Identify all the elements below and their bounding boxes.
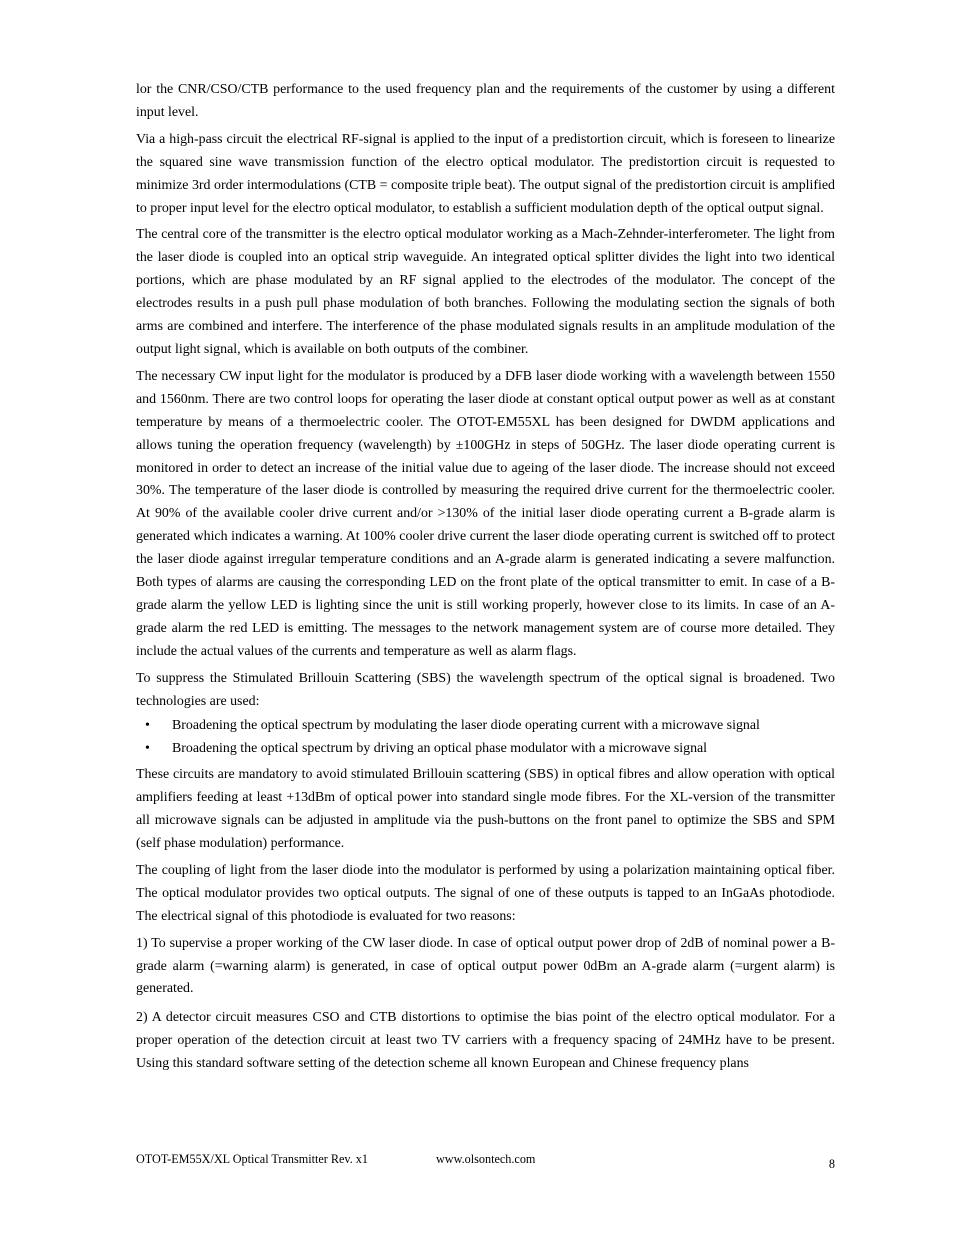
list-item	[136, 738, 835, 761]
paragraph-cnr-cso-ctb: lor the CNR/CSO/CTB performance to the used frequency plan and the requirements of the customer by using a different input level.	[136, 82, 835, 120]
bullet-icon: •	[145, 741, 150, 757]
bullet-icon: •	[145, 718, 150, 734]
paragraph-reason-1: 1) To supervise a proper working of the CW laser diode. In case of optical output power drop of 2dB of nominal power a B-grade alarm (=warning alarm) is generated, in case of optical output power 0dBm an A-grade alarm (=urgent alarm) is generated.	[136, 935, 835, 997]
list-item-text: Broadening the optical spectrum by driving an optical phase modulator with a microwave signal	[172, 741, 708, 757]
paragraph-sbs-intro: To suppress the Stimulated Brillouin Scattering (SBS) the wavelength spectrum of the optical signal is broadened. Two technologies are used:	[136, 670, 835, 709]
paragraph-predistortion: Via a high-pass circuit the electrical RF-signal is applied to the input of a predistortion circuit, which is foreseen to linearize the squared sine wave transmission function of the electro optical modulator. The predistortion circuit is requested to minimize 3rd order intermodulations (CTB = composite triple beat). The output signal of the predistortion circuit is amplified to proper input level for the electro optical modulator, to establish a sufficient modulation depth of the optical output signal.	[136, 131, 835, 216]
footer-website-link[interactable]: www.olsontech.com	[436, 1152, 536, 1166]
paragraph-reason-2: 2) A detector circuit measures CSO and CTB distortions to optimise the bias point of the electro optical modulator. For a proper operation of the detection circuit at least two TV carriers with a frequency spacing of 24MHz have to be present. Using this standard software setting of the detection scheme all known European and Chinese frequency plans	[136, 1010, 835, 1072]
list-item-text: Broadening the optical spectrum by modulating the laser diode operating current with a microwave signal	[172, 718, 760, 734]
paragraph-laser-diode: The necessary CW input light for the modulator is produced by a DFB laser diode working with a wavelength between 1550 and 1560nm. There are two control loops for operating the laser diode at constant optical output power as well as at constant temperature by means of a thermoelectric cooler. The OTOT-EM55XL has been designed for DWDM applications and allows tuning the operation frequency (wavelength) by ±100GHz in steps of 50GHz. The laser diode operating current is monitored in order to detect an increase of the initial value due to ageing of the laser diode. The increase should not exceed 30%. The temperature of the laser diode is controlled by measuring the required drive current for the thermoelectric cooler. At 90% of the available cooler drive current and/or >130% of the initial laser diode operating current a B-grade alarm is generated which indicates a warning. At 100% cooler drive current the laser diode operating current is switched off to protect the laser diode against irregular temperature conditions and an A-grade alarm is generated indicating a severe malfunction. Both types of alarms are causing the corresponding LED on the front plate of the optical transmitter to emit. In case of a B-grade alarm the yellow LED is lighting since the unit is still working properly, however close to its limits. In case of an A-grade alarm the red LED is emitting. The messages to the network management system are of course more detailed. They include the actual values of the currents and temperature as well as alarm flags.	[136, 368, 835, 659]
list-item	[136, 715, 835, 738]
paragraph-sbs-circuits: These circuits are mandatory to avoid stimulated Brillouin scattering (SBS) in optical fibres and allow operation with optical amplifiers feeding at least +13dBm of optical power into standard single mode fibres. For the XL-version of the transmitter all microwave signals can be adjusted in amplitude via the push-buttons on the front panel to optimize the SBS and SPM (self phase modulation) performance.	[136, 767, 835, 851]
paragraph-modulator-core: The central core of the transmitter is the electro optical modulator working as a Mach-Zehnder-interferometer. The light from the laser diode is coupled into an optical strip waveguide. An integrated optical splitter divides the light into two identical portions, which are phase modulated by an RF signal applied to the electrodes of the modulator. The concept of the electrodes results in a push pull phase modulation of both branches. Following the modulating section the signals of both arms are combined and interfere. The interference of the phase modulated signals results in an amplitude modulation of the output light signal, which is available on both outputs of the combiner.	[136, 227, 835, 357]
sbs-technologies-list	[136, 715, 835, 761]
page-body	[136, 79, 835, 1080]
page-number: 8	[828, 1157, 835, 1171]
footer-document-title: OTOT-EM55X/XL Optical Transmitter Rev. x1	[136, 1152, 368, 1166]
paragraph-coupling: The coupling of light from the laser diode into the modulator is performed by using a polarization maintaining optical fiber. The optical modulator provides two optical outputs. The signal of one of these outputs is tapped to an InGaAs photodiode. The electrical signal of this photodiode is evaluated for two reasons:	[136, 862, 835, 924]
